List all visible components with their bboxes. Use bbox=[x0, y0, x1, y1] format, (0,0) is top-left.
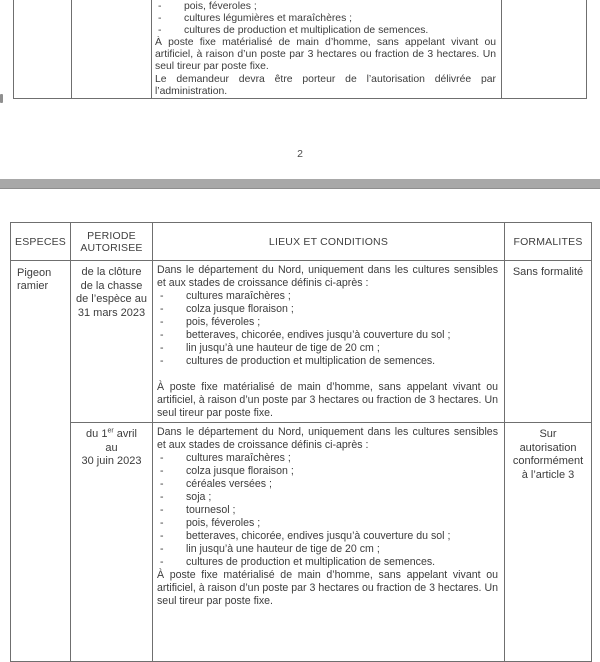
header-formalites: FORMALITES bbox=[505, 223, 591, 261]
list-dash: - bbox=[160, 316, 164, 328]
list-dash: - bbox=[160, 355, 164, 367]
list-item-text: tournesol ; bbox=[186, 504, 236, 516]
list-item bbox=[157, 303, 498, 316]
list-dash: - bbox=[160, 303, 164, 315]
page1-table-fragment bbox=[13, 0, 587, 99]
list-item-text: cultures de production et multiplication de semences. bbox=[186, 556, 436, 568]
page2-table bbox=[10, 222, 592, 662]
list-dash: - bbox=[160, 342, 164, 354]
list-item-text: colza jusque floraison ; bbox=[186, 465, 294, 477]
paragraph: Le demandeur devra être porteur de l’autorisation délivrée par l’administration. bbox=[155, 73, 496, 97]
formalities-line: à l’article 3 bbox=[521, 468, 575, 481]
period-line: de la clôture bbox=[81, 266, 142, 278]
paragraph: À poste fixe matérialisé de main d’homme, sans appelant vivant ou artificiel, à raison d’un poste par 3 hectares ou fraction de 3 hectares. Un seul tireur par poste fixe. bbox=[157, 381, 498, 419]
lieux-conditions-cell bbox=[152, 0, 502, 98]
period-month: avril bbox=[113, 428, 137, 440]
list-item bbox=[157, 290, 498, 303]
period-day: du 1 bbox=[86, 428, 108, 440]
list-item bbox=[155, 25, 496, 37]
list-item-text: soja ; bbox=[186, 491, 212, 503]
list-item-text: cultures de production et multiplication de semences. bbox=[184, 25, 429, 37]
paragraph: À poste fixe matérialisé de main d’homme, sans appelant vivant ou artificiel, à raison d’un poste par 3 hectares ou fraction de 3 hectares. Un seul tireur par poste fixe. bbox=[155, 37, 496, 73]
list-dash: - bbox=[160, 491, 164, 503]
list-item bbox=[157, 452, 498, 465]
period-line: de la chasse bbox=[80, 279, 143, 292]
header-especes: ESPECES bbox=[11, 223, 71, 261]
list-item-text: lin jusqu’à une hauteur de tige de 20 cm ; bbox=[186, 342, 380, 354]
list-dash: - bbox=[160, 329, 164, 341]
list-item bbox=[157, 478, 498, 491]
list-item-text: pois, féveroles ; bbox=[184, 1, 257, 12]
list-dash: - bbox=[160, 504, 164, 516]
period-line bbox=[71, 428, 152, 442]
list-item bbox=[157, 543, 498, 556]
list-item-text: lin jusqu’à une hauteur de tige de 20 cm ; bbox=[186, 543, 380, 555]
scan-artifact bbox=[0, 94, 3, 103]
species-cell: Pigeon ramier bbox=[11, 261, 71, 661]
period-line: 30 juin 2023 bbox=[81, 455, 142, 467]
list-item bbox=[157, 465, 498, 478]
period-line: de l’espèce au bbox=[76, 293, 147, 305]
list-item bbox=[155, 13, 496, 25]
list-item-text: cultures maraîchères ; bbox=[186, 290, 291, 302]
list-dash: - bbox=[160, 556, 164, 568]
list-item bbox=[157, 342, 498, 355]
list-dash: - bbox=[158, 1, 162, 12]
list-dash: - bbox=[158, 25, 162, 37]
period-line: 31 mars 2023 bbox=[77, 306, 146, 319]
header-periode-autorisee: PERIODE AUTORISEE bbox=[71, 223, 153, 261]
list-item-text: cultures légumières et maraîchères ; bbox=[184, 13, 353, 25]
formalities-line: Sur bbox=[539, 428, 557, 440]
list-dash: - bbox=[160, 465, 164, 477]
list-item bbox=[155, 1, 496, 13]
list-item bbox=[157, 316, 498, 329]
page-number: 2 bbox=[297, 148, 303, 160]
header-lieux-et-conditions: LIEUX ET CONDITIONS bbox=[153, 223, 505, 261]
period-cell-row1 bbox=[71, 261, 153, 423]
formalities-cell-row2 bbox=[505, 423, 591, 661]
list-dash: - bbox=[160, 478, 164, 490]
list-item-text: pois, féveroles ; bbox=[186, 316, 261, 328]
page-break-separator bbox=[0, 179, 600, 189]
list-item-text: cultures de production et multiplication de semences. bbox=[186, 355, 436, 367]
list-item bbox=[157, 504, 498, 517]
list-item bbox=[157, 517, 498, 530]
list-item-text: colza jusque floraison ; bbox=[186, 303, 294, 315]
list-item-text: céréales versées ; bbox=[186, 478, 272, 490]
list-item bbox=[157, 556, 498, 569]
list-item bbox=[157, 530, 498, 543]
period-line: au bbox=[105, 441, 118, 454]
list-item-text: betteraves, chicorée, endives jusqu’à couverture du sol ; bbox=[186, 530, 451, 542]
lieux-intro: Dans le département du Nord, uniquement dans les cultures sensibles et aux stades de croissance définis ci-après : bbox=[157, 426, 498, 451]
list-item bbox=[157, 329, 498, 342]
list-dash: - bbox=[160, 452, 164, 464]
list-dash: - bbox=[160, 517, 164, 529]
lieux-cell-row1 bbox=[153, 261, 505, 423]
lieux-cell-row2 bbox=[153, 423, 505, 661]
list-item-text: cultures maraîchères ; bbox=[186, 452, 291, 464]
formalities-line: autorisation bbox=[519, 441, 577, 454]
list-dash: - bbox=[160, 543, 164, 555]
list-item bbox=[157, 355, 498, 368]
ordinal-superscript: er bbox=[107, 427, 114, 435]
list-item-text: pois, féveroles ; bbox=[186, 517, 261, 529]
formalites-cell-empty bbox=[502, 0, 586, 98]
period-cell-row2 bbox=[71, 423, 153, 661]
periode-cell-empty bbox=[72, 0, 152, 98]
list-item bbox=[157, 491, 498, 504]
list-dash: - bbox=[160, 290, 164, 302]
formalities-line: conformément bbox=[512, 455, 584, 467]
paragraph: À poste fixe matérialisé de main d’homme, sans appelant vivant ou artificiel, à raison d’un poste par 3 hectares ou fraction de 3 hectares. Un seul tireur par poste fixe. bbox=[157, 569, 498, 607]
lieux-intro: Dans le département du Nord, uniquement dans les cultures sensibles et aux stades de croissance définis ci-après : bbox=[157, 264, 498, 289]
list-dash: - bbox=[158, 13, 162, 25]
especes-cell-empty bbox=[14, 0, 72, 98]
formalities-cell-row1: Sans formalité bbox=[505, 261, 591, 423]
list-item-text: betteraves, chicorée, endives jusqu’à couverture du sol ; bbox=[186, 329, 451, 341]
list-dash: - bbox=[160, 530, 164, 542]
